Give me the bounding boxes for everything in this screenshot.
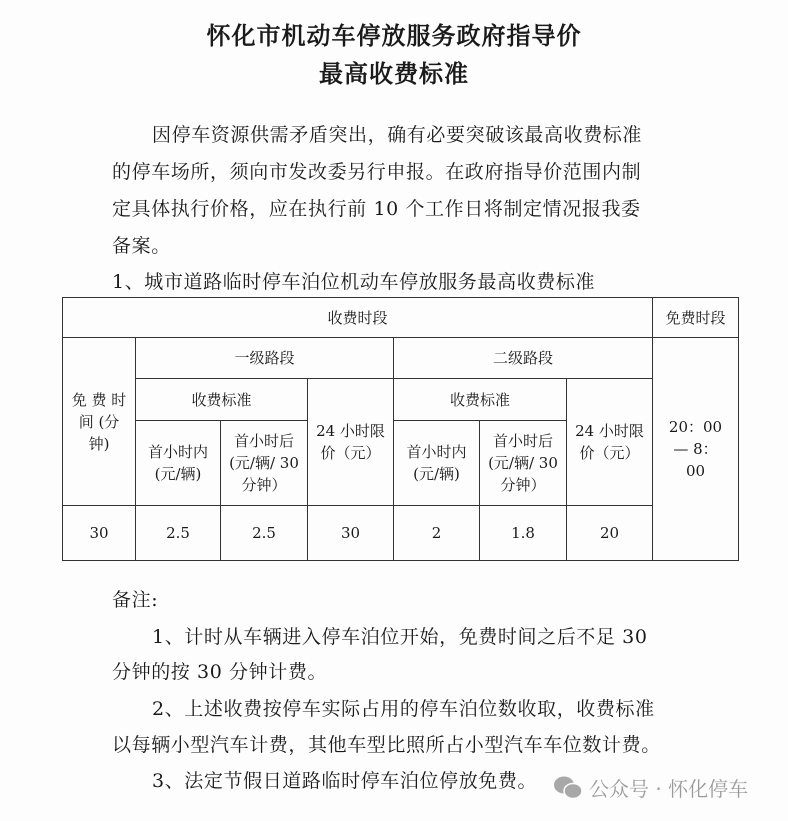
value-free-minutes: 30: [63, 506, 136, 561]
value-l2-after: 1.8: [480, 506, 567, 561]
free-time-header: 免 费 时 间 (分钟): [63, 338, 136, 506]
intro-line: 定具体执行价格，应在执行前 10 个工作日将制定情况报我委: [112, 198, 641, 220]
free-period-header: 免费时段: [653, 298, 739, 338]
note-line: 3、法定节假日道路临时停车泊位停放免费。: [152, 770, 538, 792]
level2-cap-24h: 24 小时限 价（元）: [567, 379, 653, 506]
watermark: [553, 773, 748, 802]
level1-charge-standard: 收费标准: [136, 379, 308, 421]
value-l1-after: 2.5: [221, 506, 308, 561]
level1-first-hour: 首小时内 (元/辆): [136, 421, 221, 506]
level2-first-hour: 首小时内 (元/辆): [394, 421, 480, 506]
title-line-1: 怀化市机动车停放服务政府指导价: [206, 21, 582, 50]
note-line: 1、计时从车辆进入停车泊位开始，免费时间之后不足 30: [152, 626, 648, 648]
wechat-icon: [553, 775, 583, 801]
value-l1-cap: 30: [308, 506, 394, 561]
charge-period-header: 收费时段: [63, 298, 653, 338]
level1-header: 一级路段: [136, 338, 394, 379]
value-l2-cap: 20: [567, 506, 653, 561]
level2-header: 二级路段: [394, 338, 653, 379]
note-line: 以每辆小型汽车计费，其他车型比照所占小型汽车车位数计费。: [112, 734, 661, 756]
fee-table: [62, 297, 739, 561]
intro-line: 的停车场所，须向市发改委另行申报。在政府指导价范围内制: [112, 161, 642, 183]
level1-after-first-hour: 首小时后 (元/辆/ 30 分钟）: [221, 421, 308, 506]
value-l2-first-hour: 2: [394, 506, 480, 561]
intro-line: 备案。: [112, 235, 171, 257]
notes-heading: 备注:: [112, 589, 159, 611]
level1-cap-24h: 24 小时限 价（元）: [308, 379, 394, 506]
title-line-2: 最高收费标准: [319, 59, 469, 88]
watermark-text: 公众号 · 怀化停车: [589, 777, 749, 801]
note-line: 分钟的按 30 分钟计费。: [112, 661, 328, 683]
value-l1-first-hour: 2.5: [136, 506, 221, 561]
level2-charge-standard: 收费标准: [394, 379, 567, 421]
intro-line: 因停车资源供需矛盾突出，确有必要突破该最高收费标准: [152, 124, 643, 146]
section-heading: 1、城市道路临时停车泊位机动车停放服务最高收费标准: [112, 271, 596, 293]
level2-after-first-hour: 首小时后 (元/辆/ 30 分钟）: [480, 421, 567, 506]
free-window: 20：00 — 8：00: [653, 338, 739, 561]
note-line: 2、上述收费按停车实际占用的停车泊位数收取，收费标准: [152, 698, 655, 720]
